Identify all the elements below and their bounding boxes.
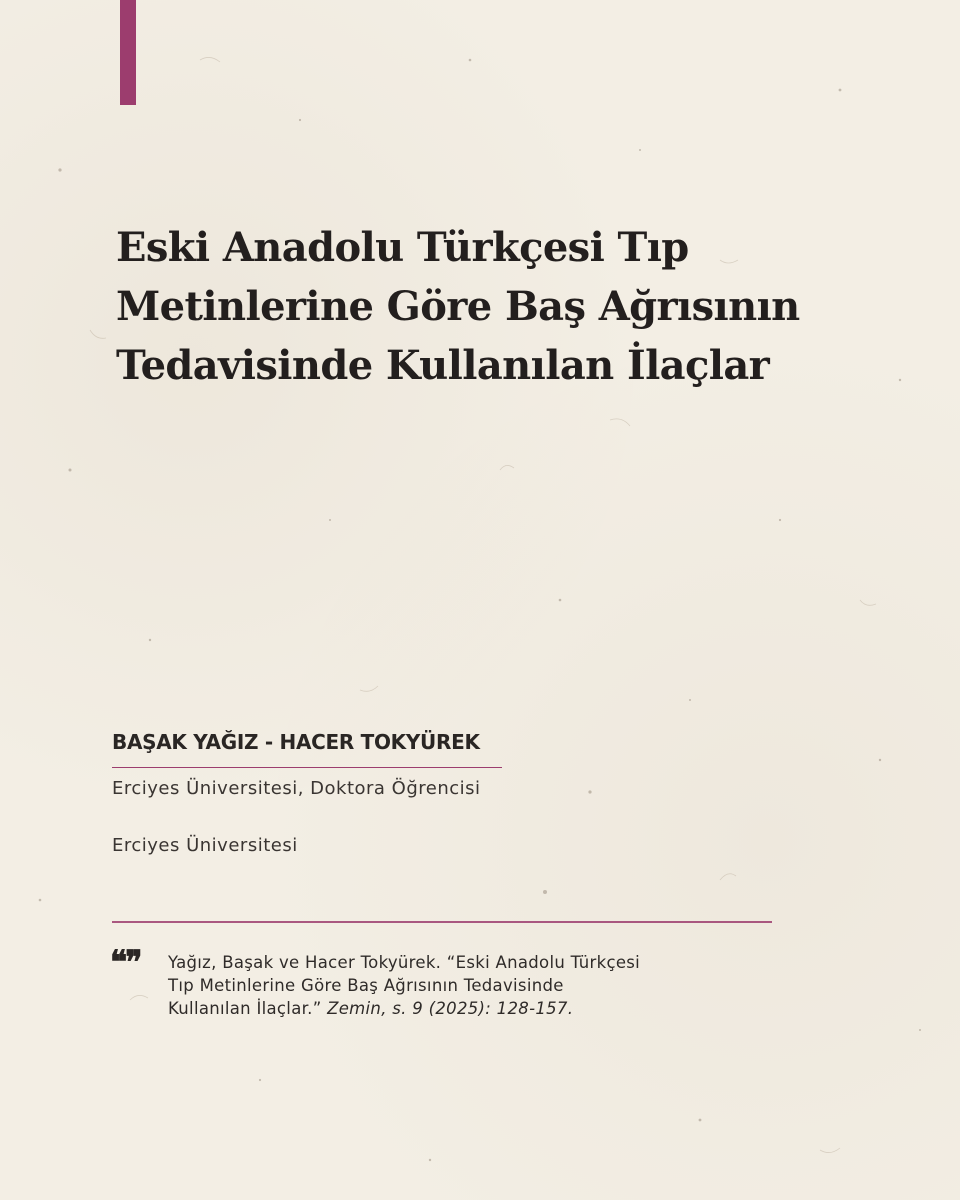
affiliation-secondary: Erciyes Üniversitesi	[112, 835, 298, 856]
authors: BAŞAK YAĞIZ - HACER TOKYÜREK	[112, 730, 480, 754]
authors-underline	[112, 767, 502, 768]
article-title	[116, 218, 816, 395]
quote-mark-icon: ❝❞	[110, 943, 141, 981]
citation-line: Tıp Metinlerine Göre Baş Ağrısının Tedavisinde	[168, 976, 564, 995]
citation-line	[168, 997, 768, 1020]
affiliation-primary: Erciyes Üniversitesi, Doktora Öğrencisi	[112, 778, 481, 799]
title-line: Metinlerine Göre Baş Ağrısının	[116, 283, 800, 330]
citation-title-end: Kullanılan İlaçlar.”	[168, 999, 328, 1018]
citation-journal: Zemin, s. 9 (2025): 128-157.	[327, 999, 574, 1018]
title-line: Eski Anadolu Türkçesi Tıp	[116, 224, 689, 271]
citation-line: Yağız, Başak ve Hacer Tokyürek. “Eski Anadolu Türkçesi	[168, 953, 641, 972]
section-divider	[112, 921, 772, 923]
title-line: Tedavisinde Kullanılan İlaçlar	[116, 342, 770, 389]
citation-text	[168, 951, 768, 1020]
accent-bar	[120, 0, 136, 105]
